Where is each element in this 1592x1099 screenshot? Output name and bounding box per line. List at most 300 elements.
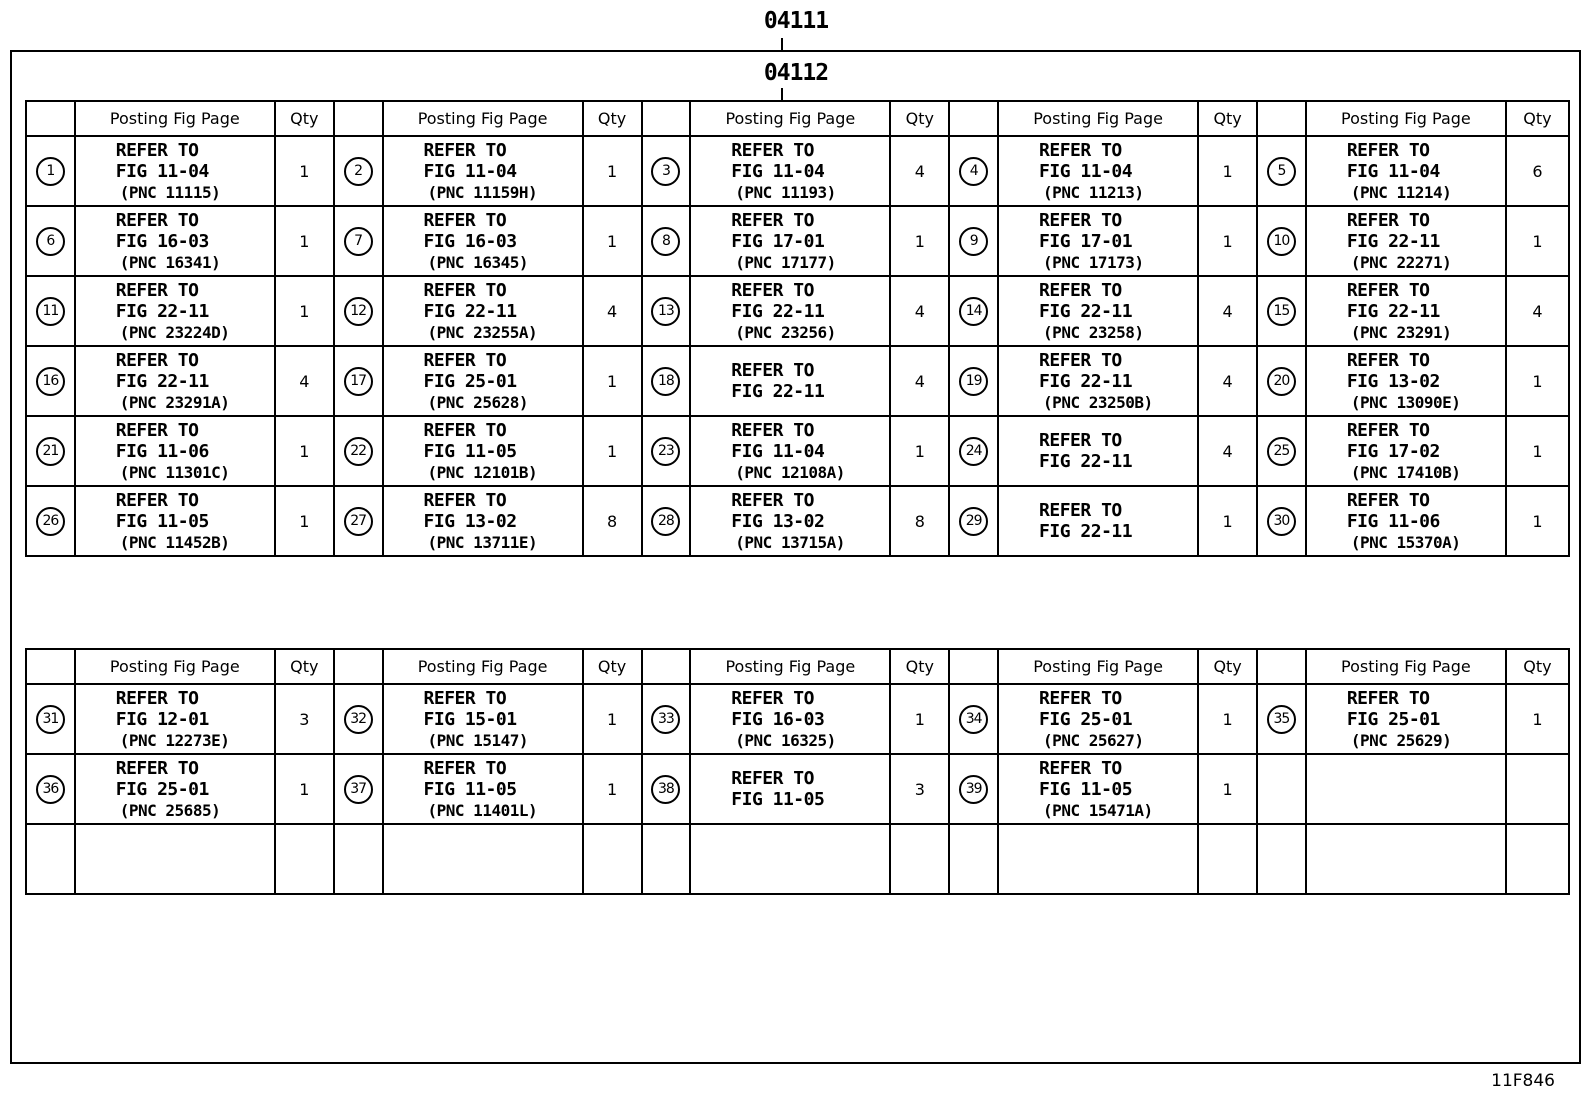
qty-cell: 4 xyxy=(890,136,949,206)
refer-to-text: REFER TO xyxy=(1346,489,1430,511)
header-number-cell xyxy=(334,649,383,684)
figure-code: 11F846 xyxy=(1491,1071,1555,1091)
refer-to-text: REFER TO xyxy=(731,489,814,511)
refer-to-text: REFER TO xyxy=(115,757,199,779)
item-number-badge: 39 xyxy=(959,775,988,804)
header-number-cell xyxy=(949,101,998,136)
qty-cell: 1 xyxy=(1198,206,1257,276)
header-qty: Qty xyxy=(1506,101,1569,136)
item-number-cell xyxy=(334,206,383,276)
refer-to-text: REFER TO xyxy=(115,349,199,371)
qty-cell: 1 xyxy=(583,136,642,206)
reference-cell xyxy=(998,754,1198,824)
refer-to-text: REFER TO xyxy=(115,279,199,301)
refer-to-text: REFER TO xyxy=(1039,757,1122,779)
item-number-badge: 9 xyxy=(959,227,988,256)
table-row xyxy=(26,754,1569,824)
qty-cell: 1 xyxy=(583,416,642,486)
item-number-badge: 14 xyxy=(959,297,988,326)
qty-cell: 1 xyxy=(1198,136,1257,206)
pnc-reference: (PNC 11193) xyxy=(735,182,836,202)
fig-reference: FIG 22-11 xyxy=(115,370,209,392)
qty-cell: 1 xyxy=(583,346,642,416)
qty-cell: 8 xyxy=(583,486,642,556)
table-row xyxy=(26,684,1569,754)
header-number-cell xyxy=(1257,101,1306,136)
item-number-badge: 7 xyxy=(344,227,373,256)
table-row xyxy=(26,824,1569,894)
qty-cell: 1 xyxy=(890,684,949,754)
refer-to-text: REFER TO xyxy=(1346,419,1430,441)
item-number-badge: 37 xyxy=(344,775,373,804)
item-number-cell xyxy=(642,276,691,346)
refer-to-text: REFER TO xyxy=(1039,687,1122,709)
item-number-badge: 29 xyxy=(959,507,988,536)
item-number-cell xyxy=(334,824,383,894)
reference-cell xyxy=(690,416,890,486)
reference-cell xyxy=(998,416,1198,486)
item-number-badge: 13 xyxy=(651,297,680,326)
item-number-badge: 33 xyxy=(651,705,680,734)
reference-cell xyxy=(998,684,1198,754)
item-number-cell xyxy=(642,206,691,276)
item-number-badge: 11 xyxy=(36,297,65,326)
pnc-reference: (PNC 23258) xyxy=(1043,322,1144,342)
item-number-cell xyxy=(642,346,691,416)
qty-cell: 1 xyxy=(583,206,642,276)
refer-to-text: REFER TO xyxy=(1346,349,1430,371)
header-qty: Qty xyxy=(890,649,949,684)
item-number-cell xyxy=(949,346,998,416)
item-number-badge: 15 xyxy=(1267,297,1296,326)
header-number-cell xyxy=(642,649,691,684)
header-number-cell xyxy=(949,649,998,684)
pnc-reference: (PNC 12108A) xyxy=(735,462,845,482)
reference-cell xyxy=(383,276,583,346)
refer-to-text: REFER TO xyxy=(1039,430,1122,451)
refer-to-text: REFER TO xyxy=(1039,209,1122,231)
qty-cell: 1 xyxy=(1198,486,1257,556)
header-posting-fig-page: Posting Fig Page xyxy=(383,649,583,684)
refer-to-text: REFER TO xyxy=(1039,349,1122,371)
item-number-cell xyxy=(334,346,383,416)
header-number-cell xyxy=(26,101,75,136)
qty-cell xyxy=(1198,824,1257,894)
qty-cell xyxy=(890,824,949,894)
fig-reference: FIG 17-01 xyxy=(731,230,825,252)
item-number-cell xyxy=(26,136,75,206)
item-number-cell xyxy=(642,486,691,556)
reference-cell xyxy=(75,136,275,206)
header-posting-fig-page: Posting Fig Page xyxy=(1306,649,1506,684)
reference-cell xyxy=(75,416,275,486)
item-number-badge: 21 xyxy=(36,437,65,466)
item-number-cell xyxy=(26,276,75,346)
qty-cell: 1 xyxy=(890,206,949,276)
refer-to-text: REFER TO xyxy=(423,419,507,441)
item-number-badge: 22 xyxy=(344,437,373,466)
qty-cell: 1 xyxy=(275,754,334,824)
pnc-reference: (PNC 11452B) xyxy=(119,532,230,552)
fig-reference: FIG 11-04 xyxy=(115,160,209,182)
refer-to-text: REFER TO xyxy=(731,360,814,381)
fig-reference: FIG 22-11 xyxy=(731,300,825,322)
refer-to-text: REFER TO xyxy=(115,687,199,709)
pnc-reference: (PNC 16345) xyxy=(427,252,528,272)
fig-reference: FIG 11-06 xyxy=(1346,510,1440,532)
item-number-badge: 5 xyxy=(1267,157,1296,186)
reference-cell xyxy=(1306,206,1506,276)
reference-cell xyxy=(383,206,583,276)
item-number-badge: 16 xyxy=(36,367,65,396)
fig-reference: FIG 11-04 xyxy=(731,440,825,462)
fig-reference: FIG 11-04 xyxy=(1346,160,1440,182)
item-number-badge: 17 xyxy=(344,367,373,396)
pnc-reference: (PNC 13090E) xyxy=(1350,392,1461,412)
pnc-reference: (PNC 23224D) xyxy=(119,322,230,342)
reference-cell xyxy=(1306,824,1506,894)
qty-cell: 4 xyxy=(890,346,949,416)
reference-cell xyxy=(383,346,583,416)
fig-reference: FIG 11-04 xyxy=(1039,160,1133,182)
item-number-badge: 30 xyxy=(1267,507,1296,536)
header-qty: Qty xyxy=(1506,649,1569,684)
refer-to-text: REFER TO xyxy=(423,349,507,371)
reference-cell xyxy=(1306,684,1506,754)
pnc-reference: (PNC 11401L) xyxy=(427,800,538,820)
qty-cell: 1 xyxy=(583,684,642,754)
fig-reference: FIG 22-11 xyxy=(1039,370,1133,392)
refer-to-text: REFER TO xyxy=(423,489,507,511)
reference-cell xyxy=(75,346,275,416)
header-posting-fig-page: Posting Fig Page xyxy=(383,101,583,136)
reference-cell xyxy=(998,276,1198,346)
pnc-reference: (PNC 17173) xyxy=(1043,252,1144,272)
qty-cell: 4 xyxy=(275,346,334,416)
reference-cell xyxy=(690,684,890,754)
qty-cell: 1 xyxy=(1506,206,1569,276)
qty-cell: 4 xyxy=(1198,416,1257,486)
item-number-badge: 18 xyxy=(651,367,680,396)
header-qty: Qty xyxy=(275,649,334,684)
fig-reference: FIG 13-02 xyxy=(1346,370,1440,392)
fig-reference: FIG 16-03 xyxy=(115,230,209,252)
reference-table-lower xyxy=(25,648,1570,895)
refer-to-text: REFER TO xyxy=(115,489,199,511)
pnc-reference: (PNC 16325) xyxy=(735,730,836,750)
item-number-cell xyxy=(1257,276,1306,346)
item-number-badge: 4 xyxy=(959,157,988,186)
refer-to-text: REFER TO xyxy=(731,139,814,161)
qty-cell: 4 xyxy=(1198,346,1257,416)
item-number-cell xyxy=(1257,824,1306,894)
fig-reference: FIG 11-05 xyxy=(115,510,209,532)
refer-to-text: REFER TO xyxy=(115,209,199,231)
item-number-cell xyxy=(26,486,75,556)
reference-table-upper xyxy=(25,100,1570,557)
reference-cell xyxy=(690,136,890,206)
refer-to-text: REFER TO xyxy=(1039,500,1122,521)
item-number-cell xyxy=(949,276,998,346)
qty-cell: 8 xyxy=(890,486,949,556)
pnc-reference: (PNC 25628) xyxy=(427,392,528,412)
qty-cell xyxy=(583,824,642,894)
table-row xyxy=(26,416,1569,486)
item-number-cell xyxy=(1257,136,1306,206)
item-number-badge: 23 xyxy=(651,437,680,466)
fig-reference: FIG 16-03 xyxy=(731,708,825,730)
item-number-badge: 28 xyxy=(651,507,680,536)
item-number-cell xyxy=(949,136,998,206)
fig-reference: FIG 22-11 xyxy=(1346,300,1440,322)
item-number-badge: 35 xyxy=(1267,705,1296,734)
refer-to-text: REFER TO xyxy=(731,768,814,789)
item-number-cell xyxy=(26,206,75,276)
item-number-cell xyxy=(642,824,691,894)
pnc-reference: (PNC 11214) xyxy=(1350,182,1452,202)
item-number-badge: 31 xyxy=(36,705,65,734)
item-number-badge: 10 xyxy=(1267,227,1296,256)
pnc-reference: (PNC 13715A) xyxy=(735,532,845,552)
pnc-reference: (PNC 23250B) xyxy=(1043,392,1153,412)
qty-cell: 1 xyxy=(275,276,334,346)
fig-reference: FIG 12-01 xyxy=(115,708,209,730)
reference-cell xyxy=(998,486,1198,556)
item-number-cell xyxy=(1257,486,1306,556)
fig-reference: FIG 11-05 xyxy=(731,789,825,810)
refer-to-text: REFER TO xyxy=(1346,139,1430,161)
item-number-cell xyxy=(949,416,998,486)
item-number-cell xyxy=(642,136,691,206)
qty-cell: 1 xyxy=(1198,754,1257,824)
item-number-badge: 8 xyxy=(651,227,680,256)
qty-cell xyxy=(1506,824,1569,894)
reference-cell xyxy=(998,824,1198,894)
pnc-reference: (PNC 16341) xyxy=(119,252,221,272)
table-row xyxy=(26,346,1569,416)
item-number-badge: 20 xyxy=(1267,367,1296,396)
refer-to-text: REFER TO xyxy=(423,757,507,779)
fig-reference: FIG 11-05 xyxy=(423,778,517,800)
pnc-reference: (PNC 12101B) xyxy=(427,462,538,482)
qty-cell: 3 xyxy=(275,684,334,754)
reference-cell xyxy=(690,754,890,824)
table-row xyxy=(26,136,1569,206)
qty-cell: 4 xyxy=(1198,276,1257,346)
refer-to-text: REFER TO xyxy=(423,139,507,161)
item-number-badge: 27 xyxy=(344,507,373,536)
header-posting-fig-page: Posting Fig Page xyxy=(690,649,890,684)
reference-cell xyxy=(75,486,275,556)
header-qty: Qty xyxy=(890,101,949,136)
reference-cell xyxy=(75,206,275,276)
pnc-reference: (PNC 25627) xyxy=(1043,730,1144,750)
reference-cell xyxy=(690,486,890,556)
item-number-badge: 26 xyxy=(36,507,65,536)
reference-cell xyxy=(75,754,275,824)
reference-cell xyxy=(998,346,1198,416)
header-number-cell xyxy=(334,101,383,136)
refer-to-text: REFER TO xyxy=(1346,209,1430,231)
item-number-cell xyxy=(334,276,383,346)
table-header-row xyxy=(26,649,1569,684)
qty-cell: 1 xyxy=(275,416,334,486)
item-number-cell xyxy=(949,824,998,894)
item-number-cell xyxy=(1257,206,1306,276)
header-posting-fig-page: Posting Fig Page xyxy=(998,101,1198,136)
fig-reference: FIG 22-11 xyxy=(115,300,209,322)
pnc-reference: (PNC 12273E) xyxy=(119,730,230,750)
header-number-cell xyxy=(642,101,691,136)
item-number-cell xyxy=(1257,684,1306,754)
item-number-cell xyxy=(334,136,383,206)
header-number-cell xyxy=(26,649,75,684)
header-posting-fig-page: Posting Fig Page xyxy=(75,101,275,136)
pnc-reference: (PNC 11213) xyxy=(1043,182,1144,202)
header-posting-fig-page: Posting Fig Page xyxy=(690,101,890,136)
qty-cell: 6 xyxy=(1506,136,1569,206)
item-number-cell xyxy=(334,416,383,486)
item-number-cell xyxy=(26,416,75,486)
reference-cell xyxy=(1306,136,1506,206)
qty-cell: 1 xyxy=(1506,346,1569,416)
refer-to-text: REFER TO xyxy=(731,279,814,301)
reference-cell xyxy=(690,824,890,894)
qty-cell xyxy=(1506,754,1569,824)
fig-reference: FIG 17-02 xyxy=(1346,440,1440,462)
item-number-cell xyxy=(1257,346,1306,416)
item-number-cell xyxy=(949,486,998,556)
item-number-badge: 36 xyxy=(36,775,65,804)
pnc-reference: (PNC 23256) xyxy=(735,322,836,342)
header-qty: Qty xyxy=(583,101,642,136)
refer-to-text: REFER TO xyxy=(1346,687,1430,709)
fig-reference: FIG 16-03 xyxy=(423,230,517,252)
pnc-reference: (PNC 15147) xyxy=(427,730,528,750)
header-number-cell xyxy=(1257,649,1306,684)
item-number-badge: 25 xyxy=(1267,437,1296,466)
fig-reference: FIG 17-01 xyxy=(1039,230,1133,252)
reference-cell xyxy=(690,206,890,276)
sub-assembly-code: 04112 xyxy=(763,60,829,86)
reference-cell xyxy=(383,684,583,754)
refer-to-text: REFER TO xyxy=(423,279,507,301)
fig-reference: FIG 13-02 xyxy=(423,510,517,532)
reference-cell xyxy=(383,486,583,556)
fig-reference: FIG 22-11 xyxy=(1039,521,1133,542)
pnc-reference: (PNC 11301C) xyxy=(119,462,230,482)
reference-cell xyxy=(75,276,275,346)
item-number-badge: 3 xyxy=(651,157,680,186)
item-number-badge: 6 xyxy=(36,227,65,256)
reference-cell xyxy=(998,206,1198,276)
item-number-cell xyxy=(334,754,383,824)
reference-cell xyxy=(1306,486,1506,556)
header-posting-fig-page: Posting Fig Page xyxy=(1306,101,1506,136)
qty-cell: 1 xyxy=(1506,684,1569,754)
qty-cell: 4 xyxy=(890,276,949,346)
item-number-badge: 19 xyxy=(959,367,988,396)
item-number-badge: 34 xyxy=(959,705,988,734)
item-number-cell xyxy=(642,416,691,486)
pnc-reference: (PNC 11159H) xyxy=(427,182,538,202)
pnc-reference: (PNC 23291A) xyxy=(119,392,230,412)
fig-reference: FIG 22-11 xyxy=(1346,230,1440,252)
qty-cell xyxy=(275,824,334,894)
refer-to-text: REFER TO xyxy=(1039,139,1122,161)
pnc-reference: (PNC 11115) xyxy=(119,182,221,202)
refer-to-text: REFER TO xyxy=(731,419,814,441)
qty-cell: 1 xyxy=(1198,684,1257,754)
refer-to-text: REFER TO xyxy=(731,209,814,231)
header-qty: Qty xyxy=(1198,649,1257,684)
pnc-reference: (PNC 23291) xyxy=(1350,322,1452,342)
pnc-reference: (PNC 15370A) xyxy=(1350,532,1461,552)
pnc-reference: (PNC 17177) xyxy=(735,252,836,272)
pnc-reference: (PNC 23255A) xyxy=(427,322,538,342)
fig-reference: FIG 22-11 xyxy=(1039,300,1133,322)
qty-cell: 4 xyxy=(583,276,642,346)
fig-reference: FIG 15-01 xyxy=(423,708,517,730)
fig-reference: FIG 25-01 xyxy=(1346,708,1440,730)
fig-reference: FIG 22-11 xyxy=(423,300,517,322)
table-row xyxy=(26,276,1569,346)
reference-cell xyxy=(383,824,583,894)
reference-cell xyxy=(75,684,275,754)
reference-cell xyxy=(1306,346,1506,416)
qty-cell: 1 xyxy=(275,486,334,556)
item-number-cell xyxy=(949,206,998,276)
table-header-row xyxy=(26,101,1569,136)
fig-reference: FIG 11-06 xyxy=(115,440,209,462)
table-row xyxy=(26,206,1569,276)
reference-cell xyxy=(383,136,583,206)
item-number-cell xyxy=(1257,754,1306,824)
item-number-badge: 32 xyxy=(344,705,373,734)
refer-to-text: REFER TO xyxy=(731,687,814,709)
qty-cell: 3 xyxy=(890,754,949,824)
item-number-cell xyxy=(26,684,75,754)
qty-cell: 4 xyxy=(1506,276,1569,346)
fig-reference: FIG 22-11 xyxy=(1039,451,1133,472)
item-number-cell xyxy=(949,754,998,824)
refer-to-text: REFER TO xyxy=(115,139,199,161)
fig-reference: FIG 25-01 xyxy=(423,370,517,392)
reference-cell xyxy=(1306,416,1506,486)
table-row xyxy=(26,486,1569,556)
item-number-cell xyxy=(949,684,998,754)
item-number-cell xyxy=(642,754,691,824)
item-number-badge: 12 xyxy=(344,297,373,326)
pnc-reference: (PNC 17410B) xyxy=(1350,462,1461,482)
item-number-cell xyxy=(1257,416,1306,486)
item-number-cell xyxy=(334,684,383,754)
qty-cell: 1 xyxy=(583,754,642,824)
qty-cell: 1 xyxy=(890,416,949,486)
fig-reference: FIG 13-02 xyxy=(731,510,825,532)
item-number-cell xyxy=(26,824,75,894)
fig-reference: FIG 25-01 xyxy=(1039,708,1133,730)
fig-reference: FIG 25-01 xyxy=(115,778,209,800)
reference-cell xyxy=(1306,276,1506,346)
item-number-cell xyxy=(642,684,691,754)
refer-to-text: REFER TO xyxy=(1346,279,1430,301)
qty-cell: 1 xyxy=(1506,416,1569,486)
header-qty: Qty xyxy=(1198,101,1257,136)
item-number-cell xyxy=(26,346,75,416)
fig-reference: FIG 11-05 xyxy=(423,440,517,462)
top-assembly-code: 04111 xyxy=(763,8,829,34)
